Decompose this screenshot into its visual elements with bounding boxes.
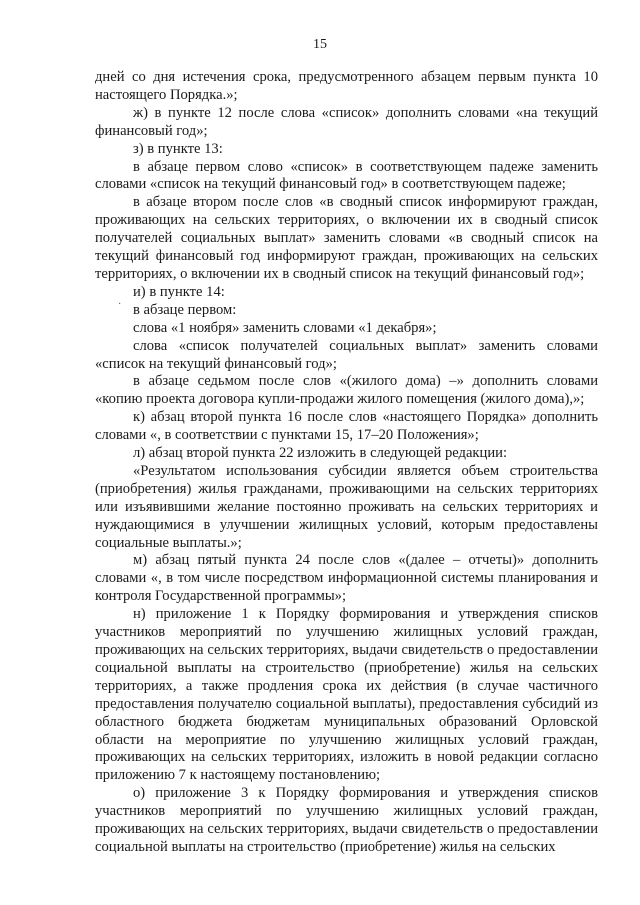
paragraph: слова «1 ноября» заменить словами «1 декабря»; xyxy=(133,319,437,336)
document-body xyxy=(95,69,598,857)
paragraph: к) абзац второй пункта 16 после слов «настоящего Порядка» дополнить словами «, в соответствии с пунктами 15, 17–20 Положения»; xyxy=(95,409,598,444)
paragraph: л) абзац второй пункта 22 изложить в следующей редакции: xyxy=(133,445,507,462)
page-number: 15 xyxy=(313,37,327,52)
paragraph: слова «список получателей социальных выплат» заменить словами «список на текущий финансовый год»; xyxy=(95,337,598,372)
paragraph: о) приложение 3 к Порядку формирования и утверждения списков участников мероприятий по улучшению жилищных условий граждан, проживающих на сельских территориях, выдачи свидетельств о предоставлении социальной выплаты на строительство (приобретение) жилья на сельских xyxy=(95,785,598,855)
paragraph: з) в пункте 13: xyxy=(133,140,223,157)
paragraph: ж) в пункте 12 после слова «список» дополнить словами «на текущий финансовый год»; xyxy=(95,104,598,139)
paragraph: н) приложение 1 к Порядку формирования и утверждения списков участников мероприятий по улучшению жилищных условий граждан, проживающих на сельских территориях, выдачи свидетельств о предоставлении социальной выплаты на строительство (приобретение) жилья на сельских территориях, а также продления срока их действия (в случае частичного предоставления получателю социальной выплаты), предоставления субсидий из областного бюджета бюджетам муниципальных образований Орловской области на мероприятие по улучшению жилищных условий граждан, проживающих на сельских территориях, изложить в новой редакции согласно приложению 7 к настоящему постановлению; xyxy=(95,606,598,784)
paragraph: м) абзац пятый пункта 24 после слов «(далее – отчеты)» дополнить словами «, в том числе посредством информационной системы планирования и контроля Государственной программы»; xyxy=(95,552,598,605)
paragraph: в абзаце первом: xyxy=(133,301,237,318)
paragraph: в абзаце седьмом после слов «(жилого дома) –» дополнить словами «копию проекта договора купли-продажи жилого помещения (жилого дома),»; xyxy=(95,373,598,408)
paragraph: и) в пункте 14: xyxy=(133,283,225,300)
paragraph: «Результатом использования субсидии является объем строительства (приобретения) жилья гражданами, проживающими на сельских территориях или изъявившими желание постоянно проживать на сельских территориях и нуждающимися в улучшении жилищных условий, которым предоставлены социальные выплаты.»; xyxy=(95,462,598,551)
paragraph: в абзаце первом слово «список» в соответствующем падеже заменить словами «список на текущий финансовый год» в соответствующем падеже; xyxy=(95,158,598,193)
scan-dot-mark: · xyxy=(118,299,122,310)
paragraph: в абзаце втором после слов «в сводный список информируют граждан, проживающих на сельских территориях, о включении их в сводный список получателей социальных выплат» заменить словами «в сводный список на текущий финансовый год информируют граждан, проживающих на сельских территориях, о включении их в сводный список на текущий финансовый год»; xyxy=(95,194,598,282)
paragraph: дней со дня истечения срока, предусмотренного абзацем первым пункта 10 настоящего Порядка.»; xyxy=(95,69,598,103)
